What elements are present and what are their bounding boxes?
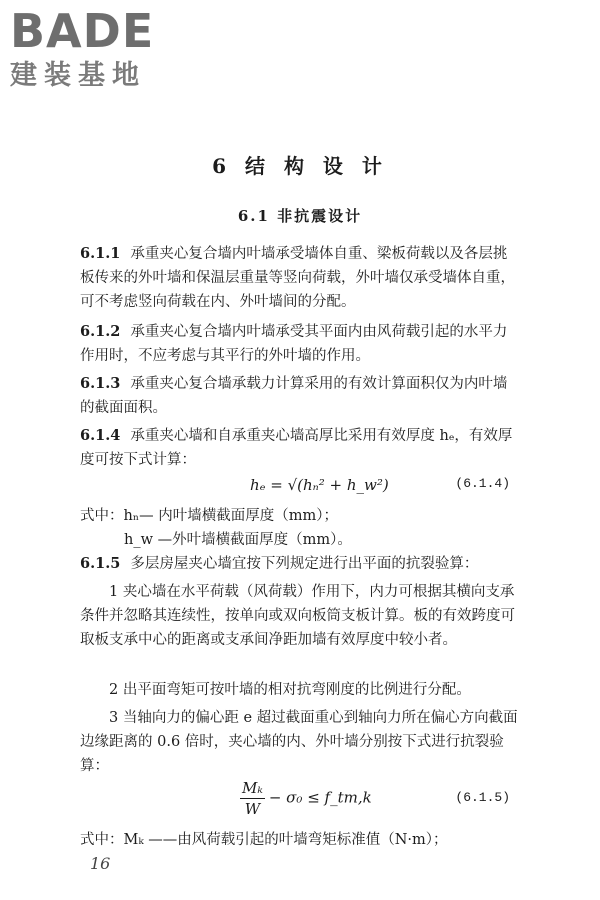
logo-subtitle: 建装基地	[10, 60, 146, 91]
chapter-title: 6 结 构 设 计	[212, 154, 388, 178]
bade-logo	[10, 6, 180, 98]
fraction	[240, 778, 265, 819]
clause-number: 6.1.2	[80, 323, 121, 340]
list-item: 1 夹心墙在水平荷载（风荷载）作用下，内力可根据其横向支承条件并忽略其连续性，按单向或双向板筒支板计算。板的有效跨度可取板支承中心的距离或支承间净距加墙有效厚度中较小者。	[80, 584, 515, 648]
formula-6-1-5	[80, 778, 520, 824]
formula-expression: hₑ = √(hₙ² + h_w²)	[250, 476, 389, 494]
clause-6-1-5	[80, 552, 520, 576]
logo-brand: BADE	[10, 4, 155, 58]
formula-expression	[240, 778, 372, 819]
fraction-denominator: W	[244, 800, 261, 818]
fraction-numerator: Mₖ	[242, 779, 263, 797]
formula-rest: − σ₀ ≤ f_tm,k	[268, 788, 372, 807]
clause-6-1-3	[80, 372, 520, 420]
equation-number: (6.1.5)	[455, 790, 510, 805]
section-title: 6.1 非抗震设计	[237, 207, 363, 225]
clause-number: 6.1.4	[80, 427, 121, 444]
clause-text: 多层房屋夹心墙宜按下列规定进行出平面的抗裂验算：	[130, 556, 479, 572]
clause-number: 6.1.1	[80, 245, 121, 262]
clause-text: 承重夹心墙和自承重夹心墙高厚比采用有效厚度 hₑ，有效厚度可按下式计算：	[80, 428, 513, 468]
page-number: 16	[90, 854, 111, 873]
list-item: 2 出平面弯矩可按叶墙的相对抗弯刚度的比例进行分配。	[109, 682, 471, 698]
where-line: h_w —外叶墙横截面厚度（mm）。	[124, 532, 352, 548]
where-line: 式中：Mₖ ——由风荷载引起的叶墙弯矩标准值（N·m）；	[80, 832, 448, 848]
equation-number: (6.1.4)	[455, 476, 510, 491]
clause-number: 6.1.5	[80, 555, 121, 572]
where-line: 式中：hₙ— 内叶墙横截面厚度（mm）；	[80, 508, 338, 524]
clause-text: 承重夹心复合墙承载力计算采用的有效计算面积仅为内叶墙的截面面积。	[80, 376, 508, 416]
list-item: 3 当轴向力的偏心距 e 超过截面重心到轴向力所在偏心方向截面边缘距离的 0.6 倍时，夹心墙的内、外叶墙分别按下式进行抗裂验算：	[80, 710, 518, 774]
clause-text: 承重夹心复合墙内叶墙承受墙体自重、梁板荷载以及各层挑板传来的外叶墙和保温层重量等竖向荷载，外叶墙仅承受墙体自重，可不考虑竖向荷载在内、外叶墙间的分配。	[80, 246, 515, 310]
clause-6-1-2	[80, 320, 520, 368]
clause-6-1-1	[80, 242, 520, 314]
clause-number: 6.1.3	[80, 375, 121, 392]
formula-6-1-4	[80, 476, 520, 504]
clause-text: 承重夹心复合墙内叶墙承受其平面内由风荷载引起的水平力作用时，不应考虑与其平行的外叶墙的作用。	[80, 324, 508, 364]
clause-6-1-4	[80, 424, 520, 472]
